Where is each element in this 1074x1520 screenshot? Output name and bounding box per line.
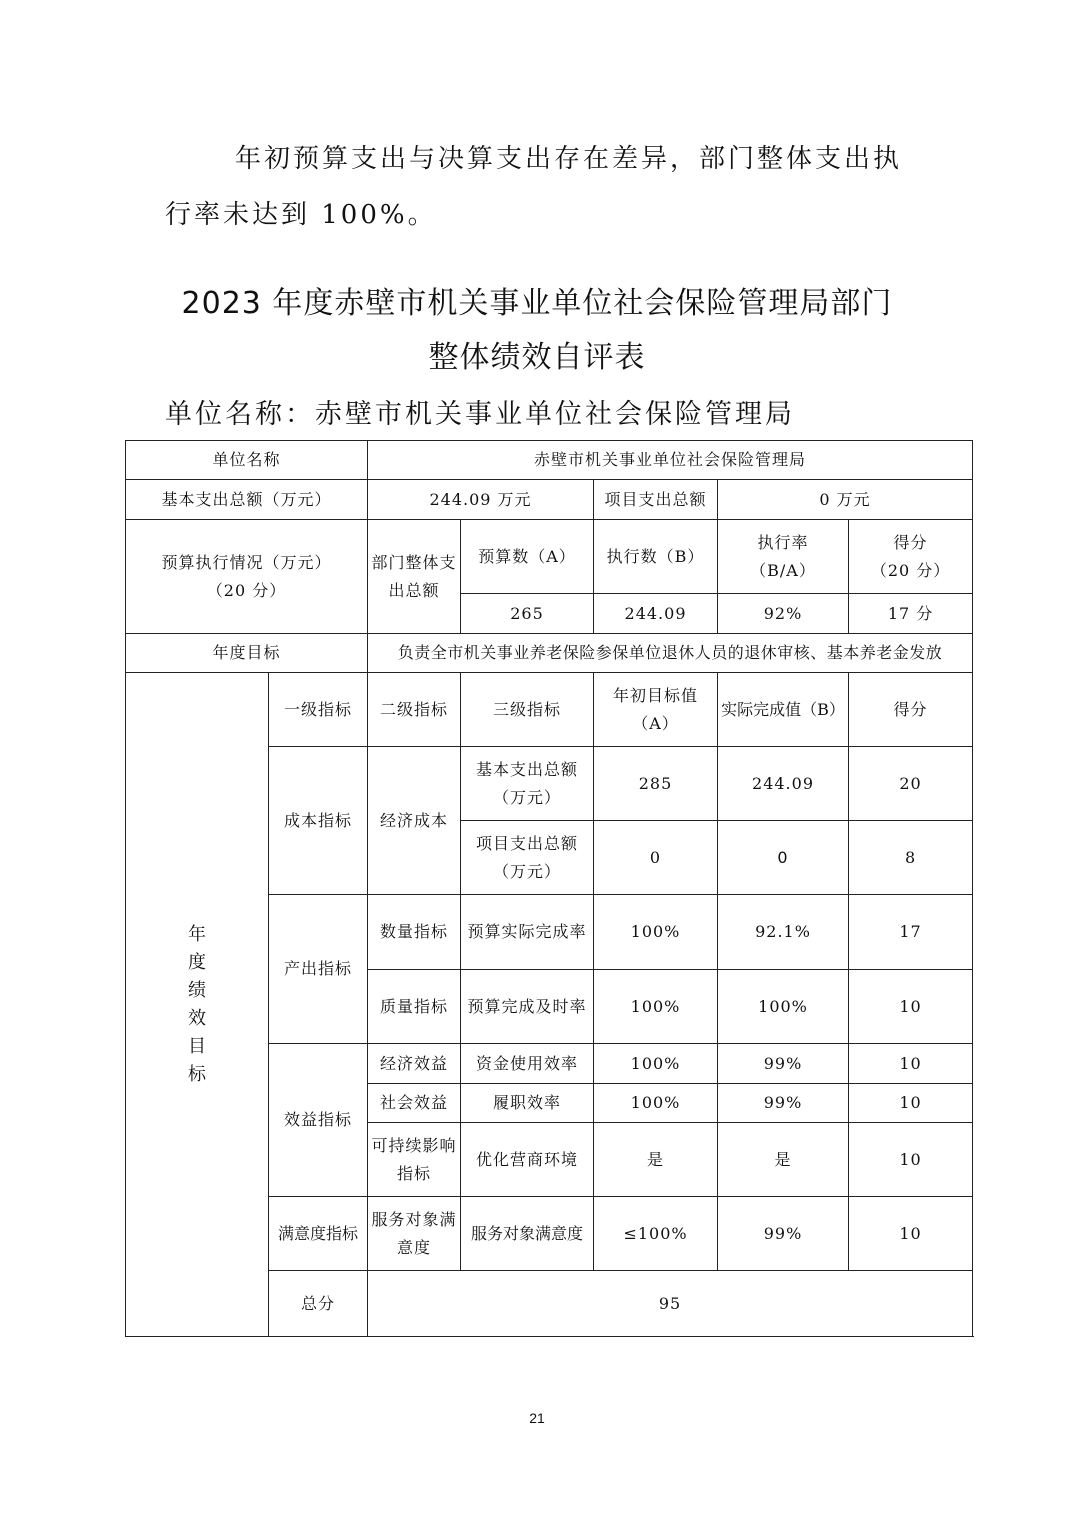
budget-a-label: 预算数（A） <box>461 520 594 594</box>
row-target: 0 <box>594 821 718 895</box>
row-actual: 99% <box>718 1197 849 1271</box>
group-satisfaction: 满意度指标 <box>269 1197 368 1271</box>
performance-table <box>125 440 973 1337</box>
row-score: 10 <box>849 970 973 1044</box>
unit-name-line: 单位名称：赤壁市机关事业单位社会保险管理局 <box>165 399 795 430</box>
row-l3: 预算实际完成率 <box>461 895 594 970</box>
row-score: 10 <box>849 1123 973 1197</box>
perf-target-label <box>126 673 269 1337</box>
page-number: 21 <box>529 1410 545 1426</box>
row-target: 是 <box>594 1123 718 1197</box>
dept-total-label: 部门整体支出总额 <box>368 520 461 634</box>
row-target: ≤100% <box>594 1197 718 1271</box>
budget-exec-label: 预算执行情况（万元） （20 分） <box>126 520 368 634</box>
row-l3: 服务对象满意度 <box>461 1197 594 1271</box>
group-cost: 成本指标 <box>269 747 368 895</box>
exec-b-value: 244.09 <box>594 594 718 634</box>
row-score: 10 <box>849 1044 973 1084</box>
row-l2: 经济效益 <box>368 1044 461 1084</box>
row-l2: 社会效益 <box>368 1084 461 1123</box>
score-label: 得分 （20 分） <box>849 520 973 594</box>
row-target: 100% <box>594 1084 718 1123</box>
row-actual: 92.1% <box>718 895 849 970</box>
row-actual: 244.09 <box>718 747 849 821</box>
row-l2: 数量指标 <box>368 895 461 970</box>
row-actual: 0 <box>718 821 849 895</box>
header-score: 得分 <box>849 673 973 747</box>
total-value: 95 <box>368 1271 973 1337</box>
header-level3: 三级指标 <box>461 673 594 747</box>
row-score: 17 <box>849 895 973 970</box>
header-level1: 一级指标 <box>269 673 368 747</box>
total-label: 总分 <box>269 1271 368 1337</box>
row-target: 285 <box>594 747 718 821</box>
row-l3: 预算完成及时率 <box>461 970 594 1044</box>
unit-name-value: 赤壁市机关事业单位社会保险管理局 <box>368 441 973 480</box>
row-l2: 可持续影响指标 <box>368 1123 461 1197</box>
exec-b-label: 执行数（B） <box>594 520 718 594</box>
basic-expense-value: 244.09 万元 <box>368 480 594 520</box>
row-score: 10 <box>849 1084 973 1123</box>
project-expense-value: 0 万元 <box>718 480 973 520</box>
header-level2: 二级指标 <box>368 673 461 747</box>
intro-paragraph <box>165 131 925 243</box>
row-score: 20 <box>849 747 973 821</box>
row-l3: 基本支出总额 （万元） <box>461 747 594 821</box>
row-l3: 履职效率 <box>461 1084 594 1123</box>
annual-goal-value: 负责全市机关事业养老保险参保单位退休人员的退休审核、基本养老金发放 <box>368 634 973 673</box>
row-score: 10 <box>849 1197 973 1271</box>
row-l3: 资金使用效率 <box>461 1044 594 1084</box>
basic-expense-label: 基本支出总额（万元） <box>126 480 368 520</box>
rate-value: 92% <box>718 594 849 634</box>
row-actual: 99% <box>718 1084 849 1123</box>
row-l3: 优化营商环境 <box>461 1123 594 1197</box>
row-l2: 服务对象满意度 <box>368 1197 461 1271</box>
budget-a-value: 265 <box>461 594 594 634</box>
rate-label: 执行率 （B/A） <box>718 520 849 594</box>
paragraph-line-2: 行率未达到 100%。 <box>165 200 437 230</box>
row-actual: 99% <box>718 1044 849 1084</box>
row-l2: 质量指标 <box>368 970 461 1044</box>
score-value: 17 分 <box>849 594 973 634</box>
unit-name-label: 单位名称 <box>126 441 368 480</box>
annual-goal-label: 年度目标 <box>126 634 368 673</box>
page-title-line-2: 整体绩效自评表 <box>428 340 646 375</box>
header-actual: 实际完成值（B） <box>718 673 849 747</box>
row-actual: 是 <box>718 1123 849 1197</box>
row-l3: 项目支出总额 （万元） <box>461 821 594 895</box>
row-actual: 100% <box>718 970 849 1044</box>
group-cost-sub: 经济成本 <box>368 747 461 895</box>
row-target: 100% <box>594 1044 718 1084</box>
group-output: 产出指标 <box>269 895 368 1044</box>
page-title-line-1: 2023 年度赤壁市机关事业单位社会保险管理局部门 <box>181 286 893 321</box>
perf-target-label-text: 年 度 绩 效 目 标 <box>188 923 206 1085</box>
project-expense-label: 项目支出总额 <box>594 480 718 520</box>
header-target: 年初目标值 （A） <box>594 673 718 747</box>
group-benefit: 效益指标 <box>269 1044 368 1197</box>
row-target: 100% <box>594 895 718 970</box>
paragraph-line-1: 年初预算支出与决算支出存在差异，部门整体支出执 <box>235 144 903 174</box>
row-score: 8 <box>849 821 973 895</box>
row-target: 100% <box>594 970 718 1044</box>
